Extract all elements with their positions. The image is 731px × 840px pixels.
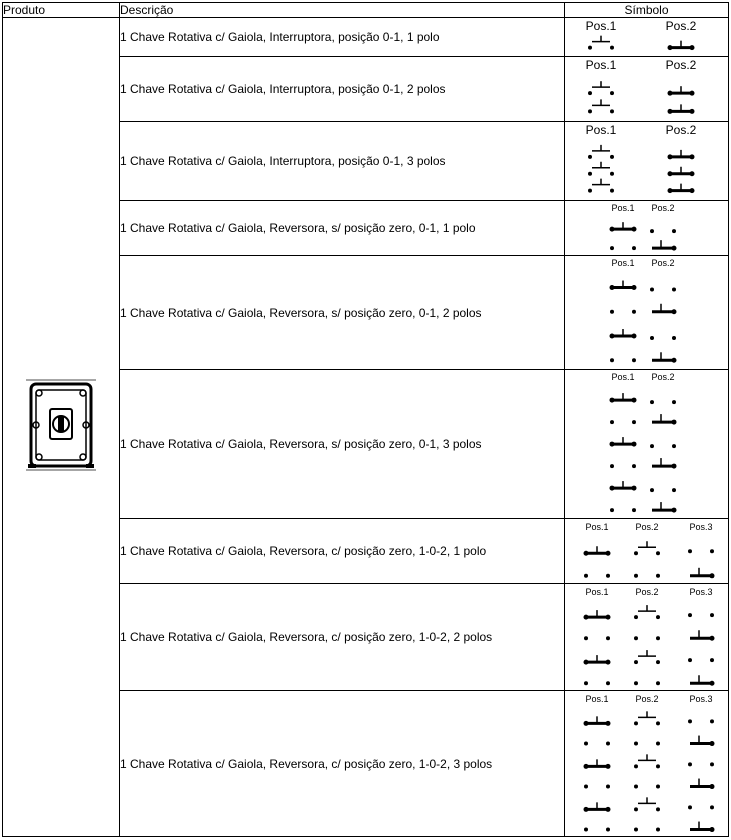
contact-symbol [634,574,660,578]
contact-symbol [588,162,614,176]
contact-symbol [690,779,715,790]
symbol-cell [565,201,729,256]
header-descricao: Descrição [120,3,565,18]
contact-symbol [688,658,714,662]
contact-symbol [690,822,715,833]
contact-symbol [650,229,676,233]
position-label: Pos.2 [651,372,675,382]
position-label: Pos.2 [635,587,659,597]
contact-symbol [584,828,610,832]
contact-symbol [610,358,636,362]
contact-symbol [610,393,637,403]
contact-symbol [584,546,611,556]
contact-symbol [634,754,660,768]
header-simbolo: Símbolo [565,3,729,18]
contact-symbol [584,759,611,769]
contact-symbol [650,336,676,340]
row-description: 1 Chave Rotativa c/ Gaiola, Interruptora, posição 0-1, 2 polos [120,57,565,122]
contact-symbol [634,785,660,789]
symbol-cell [565,57,729,122]
position-label: Pos.1 [585,123,617,137]
contact-symbol [634,797,660,811]
contact-symbol [668,104,695,114]
contact-symbol [652,352,677,363]
product-image-cell [3,18,120,837]
contact-symbol [634,828,660,832]
contact-symbol [688,549,714,553]
contact-symbol [634,541,660,555]
contact-symbol [584,574,610,578]
contact-symbol [584,742,610,746]
contact-symbol [588,99,614,113]
switch-symbol [565,57,729,121]
contact-symbol [652,458,677,469]
position-label: Pos.3 [689,522,713,532]
contact-symbol [668,184,695,194]
contact-symbol [634,681,660,685]
position-label: Pos.1 [585,587,609,597]
contact-symbol [688,805,714,809]
position-label: Pos.1 [585,19,617,33]
contact-symbol [610,508,636,512]
contact-symbol [650,288,676,292]
contact-symbol [584,610,611,620]
contact-symbol [634,650,660,664]
contact-symbol [610,481,637,491]
position-label: Pos.2 [665,19,697,33]
symbol-cell [565,256,729,370]
contact-symbol [688,613,714,617]
row-description: 1 Chave Rotativa c/ Gaiola, Reversora, c/ posição zero, 1-0-2, 2 polos [120,584,565,691]
contact-symbol [652,414,677,425]
position-label: Pos.1 [611,372,635,382]
contact-symbol [652,240,677,251]
contact-symbol [584,716,611,726]
row-description: 1 Chave Rotativa c/ Gaiola, Reversora, c/ posição zero, 1-0-2, 3 polos [120,691,565,837]
symbol-cell [565,18,729,57]
contact-symbol [588,145,614,159]
contact-symbol [634,742,660,746]
contact-symbol [610,222,637,232]
contact-symbol [610,420,636,424]
row-description: 1 Chave Rotativa c/ Gaiola, Interruptora, posição 0-1, 1 polo [120,18,565,57]
symbol-cell [565,584,729,691]
symbol-cell [565,519,729,584]
contact-symbol [690,736,715,747]
row-description: 1 Chave Rotativa c/ Gaiola, Reversora, s/ posição zero, 0-1, 1 polo [120,201,565,256]
contact-symbol [588,179,614,193]
position-label: Pos.2 [635,522,659,532]
row-description: 1 Chave Rotativa c/ Gaiola, Reversora, s/ posição zero, 0-1, 2 polos [120,256,565,370]
contact-symbol [652,502,677,513]
switch-symbol [565,122,729,200]
contact-symbol [588,81,614,95]
contact-symbol [610,246,636,250]
contact-symbol [588,36,614,50]
switch-symbol [565,370,729,518]
position-label: Pos.2 [665,58,697,72]
contact-symbol [668,167,695,177]
row-description: 1 Chave Rotativa c/ Gaiola, Interruptora, posição 0-1, 3 polos [120,122,565,201]
contact-symbol [584,636,610,640]
position-label: Pos.1 [611,258,635,268]
switch-symbol [565,18,729,56]
position-label: Pos.2 [665,123,697,137]
table-row [3,18,729,57]
contact-symbol [610,310,636,314]
row-description: 1 Chave Rotativa c/ Gaiola, Reversora, c/ posição zero, 1-0-2, 1 polo [120,519,565,584]
position-label: Pos.2 [651,258,675,268]
switch-symbol [565,201,729,255]
contact-symbol [584,655,611,665]
contact-symbol [584,785,610,789]
position-label: Pos.1 [585,694,609,704]
contact-symbol [690,568,715,579]
symbol-cell [565,370,729,519]
contact-symbol [634,605,660,619]
position-label: Pos.1 [585,58,617,72]
contact-symbol [650,444,676,448]
contact-symbol [690,675,715,686]
contact-symbol [610,329,637,339]
contact-symbol [690,630,715,641]
contact-symbol [668,86,695,96]
contact-symbol [610,437,637,447]
row-description: 1 Chave Rotativa c/ Gaiola, Reversora, s/ posição zero, 0-1, 3 polos [120,370,565,519]
position-label: Pos.2 [651,203,675,213]
switch-symbol [565,256,729,369]
product-table [2,2,729,837]
contact-symbol [668,41,695,51]
position-label: Pos.1 [611,203,635,213]
symbol-cell [565,122,729,201]
switch-symbol [565,691,729,836]
contact-symbol [650,400,676,404]
contact-symbol [584,802,611,812]
position-label: Pos.1 [585,522,609,532]
rotary-switch-icon [24,376,98,474]
header-row [3,3,729,18]
switch-symbol [565,519,729,583]
contact-symbol [584,681,610,685]
switch-symbol [565,584,729,690]
position-label: Pos.2 [635,694,659,704]
contact-symbol [652,304,677,315]
position-label: Pos.3 [689,587,713,597]
symbol-cell [565,691,729,837]
position-label: Pos.3 [689,694,713,704]
contact-symbol [668,150,695,160]
contact-symbol [610,281,637,291]
contact-symbol [634,636,660,640]
contact-symbol [688,719,714,723]
contact-symbol [688,762,714,766]
contact-symbol [634,711,660,725]
contact-symbol [650,488,676,492]
contact-symbol [610,464,636,468]
header-produto: Produto [3,3,120,18]
